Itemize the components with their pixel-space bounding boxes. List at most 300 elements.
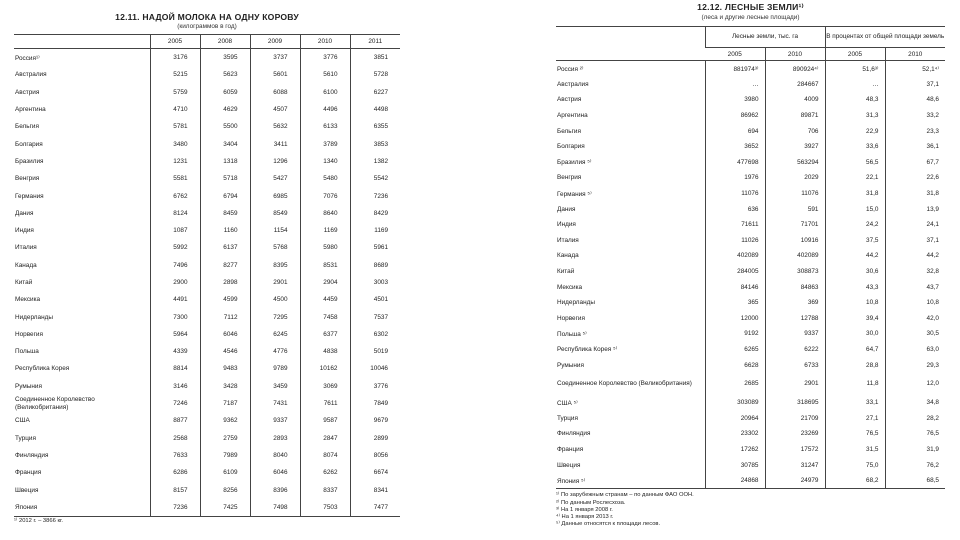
value-cell: 8256: [200, 481, 250, 498]
value-cell: 7236: [350, 187, 400, 204]
milk-yield-table-section: [14, 0, 400, 525]
table-row: [556, 395, 945, 411]
table-row: [14, 481, 400, 498]
value-cell: 1340: [300, 153, 350, 170]
value-cell: 30785: [705, 457, 765, 473]
value-cell: 694: [705, 123, 765, 139]
value-cell: 3428: [200, 378, 250, 395]
value-cell: 30,6: [825, 264, 885, 280]
table-row: [556, 92, 945, 108]
value-cell: 7503: [300, 499, 350, 517]
value-cell: 9789: [250, 360, 300, 377]
value-cell: 28,8: [825, 357, 885, 373]
forest-table-title: 12.12. ЛЕСНЫЕ ЗЕМЛИ¹⁾: [697, 2, 804, 12]
table-row: [556, 233, 945, 249]
value-cell: 6262: [300, 464, 350, 481]
value-cell: 5964: [150, 326, 200, 343]
table-row: [556, 326, 945, 342]
value-cell: 4599: [200, 291, 250, 308]
value-cell: 31,3: [825, 108, 885, 124]
footnote: ⁴⁾ На 1 января 2013 г.: [556, 514, 614, 521]
value-cell: 7076: [300, 187, 350, 204]
table-row: [14, 84, 400, 101]
value-cell: 5601: [250, 66, 300, 83]
value-cell: 3776: [300, 49, 350, 67]
value-cell: 7295: [250, 308, 300, 325]
table-row: [14, 153, 400, 170]
country-name: Норвегия: [15, 330, 43, 338]
forest-table-subtitle: (леса и другие лесные площади): [701, 14, 800, 21]
value-cell: 12,0: [885, 373, 945, 395]
value-cell: 6628: [705, 357, 765, 373]
year-header: 2005: [705, 48, 765, 61]
value-cell: 8459: [200, 205, 250, 222]
country-name: Бельгия: [15, 123, 39, 131]
value-cell: 13,9: [885, 201, 945, 217]
milk-table-subtitle: (килограммов в год): [177, 23, 237, 30]
table-row: [14, 326, 400, 343]
group-header-area: Лесные земли, тыс. га: [705, 27, 825, 48]
value-cell: 4491: [150, 291, 200, 308]
value-cell: 7236: [150, 499, 200, 517]
year-header: 2010: [765, 48, 825, 61]
value-cell: 7431: [250, 395, 300, 412]
value-cell: 30,0: [825, 326, 885, 342]
value-cell: 8341: [350, 481, 400, 498]
value-cell: 4710: [150, 101, 200, 118]
value-cell: 5542: [350, 170, 400, 187]
year-header: 2011: [350, 35, 400, 49]
value-cell: 48,6: [885, 92, 945, 108]
value-cell: 3737: [250, 49, 300, 67]
table-row: [14, 274, 400, 291]
header-country-cell: [14, 35, 150, 49]
value-cell: 31247: [765, 457, 825, 473]
country-name: США: [15, 417, 30, 425]
value-cell: 4507: [250, 101, 300, 118]
forest-land-table-section: [556, 0, 945, 528]
value-cell: 42,0: [885, 311, 945, 327]
value-cell: 5768: [250, 239, 300, 256]
table-row: [14, 49, 400, 67]
value-cell: 4498: [350, 101, 400, 118]
value-cell: 6985: [250, 187, 300, 204]
table-row: [556, 61, 945, 77]
value-cell: 8814: [150, 360, 200, 377]
value-cell: 39,4: [825, 311, 885, 327]
country-name: США ⁵⁾: [557, 399, 578, 407]
value-cell: 67,7: [885, 155, 945, 171]
value-cell: 43,3: [825, 279, 885, 295]
country-name: Австралия: [15, 71, 47, 79]
country-name: Республика Корея: [15, 365, 70, 373]
table-row: [14, 378, 400, 395]
value-cell: 6227: [350, 84, 400, 101]
value-cell: 24,2: [825, 217, 885, 233]
value-cell: 284667: [765, 77, 825, 93]
value-cell: 23302: [705, 426, 765, 442]
value-cell: 3789: [300, 135, 350, 152]
table-row: [556, 155, 945, 171]
table-row: [556, 373, 945, 395]
value-cell: 563294: [765, 155, 825, 171]
value-cell: 5215: [150, 66, 200, 83]
value-cell: 284005: [705, 264, 765, 280]
value-cell: 12788: [765, 311, 825, 327]
value-cell: 881974³⁾: [705, 61, 765, 77]
value-cell: 2847: [300, 430, 350, 447]
value-cell: 5019: [350, 343, 400, 360]
value-cell: 6088: [250, 84, 300, 101]
value-cell: 3176: [150, 49, 200, 67]
country-name: Румыния: [557, 361, 584, 369]
table-row: [556, 123, 945, 139]
table-row: [556, 186, 945, 202]
value-cell: 5500: [200, 118, 250, 135]
value-cell: 9362: [200, 412, 250, 429]
country-name: Турция: [557, 414, 578, 422]
value-cell: 8640: [300, 205, 350, 222]
value-cell: 33,2: [885, 108, 945, 124]
country-name: Болгария: [557, 143, 585, 151]
value-cell: 36,1: [885, 139, 945, 155]
country-name: Австралия: [557, 80, 589, 88]
value-cell: 71611: [705, 217, 765, 233]
value-cell: 8396: [250, 481, 300, 498]
value-cell: 2685: [705, 373, 765, 395]
value-cell: 22,9: [825, 123, 885, 139]
value-cell: 37,1: [885, 77, 945, 93]
value-cell: 7425: [200, 499, 250, 517]
table-row: [14, 101, 400, 118]
value-cell: 8531: [300, 257, 350, 274]
value-cell: 3927: [765, 139, 825, 155]
value-cell: 8040: [250, 447, 300, 464]
country-name: Франция: [15, 469, 42, 477]
value-cell: 6733: [765, 357, 825, 373]
table-row: [556, 264, 945, 280]
footnote: ³⁾ На 1 января 2008 г.: [556, 506, 613, 513]
country-name: Италия: [557, 236, 579, 244]
value-cell: 3853: [350, 135, 400, 152]
value-cell: 23,3: [885, 123, 945, 139]
value-cell: 34,8: [885, 395, 945, 411]
value-cell: 2029: [765, 170, 825, 186]
value-cell: 3652: [705, 139, 765, 155]
country-name: Соединенное Королевство (Великобритания): [15, 396, 95, 411]
table-row: [556, 357, 945, 373]
value-cell: 2904: [300, 274, 350, 291]
country-name: Аргентина: [557, 112, 588, 120]
value-cell: 6286: [150, 464, 200, 481]
value-cell: 2898: [200, 274, 250, 291]
value-cell: 4009: [765, 92, 825, 108]
value-cell: 402089: [765, 248, 825, 264]
value-cell: 6100: [300, 84, 350, 101]
value-cell: 1318: [200, 153, 250, 170]
value-cell: 1231: [150, 153, 200, 170]
footnote: ⁵⁾ Данные относятся к площади лесов.: [556, 521, 661, 528]
value-cell: 9192: [705, 326, 765, 342]
table-row: [14, 412, 400, 429]
value-cell: 5632: [250, 118, 300, 135]
value-cell: 7537: [350, 308, 400, 325]
value-cell: 5759: [150, 84, 200, 101]
value-cell: 28,2: [885, 410, 945, 426]
country-name: Финляндия: [557, 430, 591, 438]
country-name: Бразилия: [15, 157, 44, 165]
value-cell: 22,1: [825, 170, 885, 186]
table-row: [14, 360, 400, 377]
value-cell: 8074: [300, 447, 350, 464]
value-cell: 6245: [250, 326, 300, 343]
value-cell: 4838: [300, 343, 350, 360]
country-name: Япония: [14, 499, 150, 517]
value-cell: 3480: [150, 135, 200, 152]
value-cell: 52,1⁴⁾: [885, 61, 945, 77]
value-cell: 477698: [705, 155, 765, 171]
value-cell: 4339: [150, 343, 200, 360]
value-cell: 7187: [200, 395, 250, 412]
country-name: Китай: [557, 268, 575, 276]
value-cell: 1169: [300, 222, 350, 239]
value-cell: 31,9: [885, 442, 945, 458]
value-cell: 8689: [350, 257, 400, 274]
value-cell: 37,1: [885, 233, 945, 249]
table-row: [556, 139, 945, 155]
value-cell: 7458: [300, 308, 350, 325]
country-name: Австрия: [15, 88, 40, 96]
value-cell: …: [705, 77, 765, 93]
value-cell: 5581: [150, 170, 200, 187]
value-cell: 11076: [765, 186, 825, 202]
value-cell: 2900: [150, 274, 200, 291]
country-name: Дания: [15, 209, 34, 217]
table-row: [556, 457, 945, 473]
value-cell: 1976: [705, 170, 765, 186]
value-cell: 3851: [350, 49, 400, 67]
value-cell: 84146: [705, 279, 765, 295]
value-cell: 68,2: [825, 473, 885, 489]
value-cell: 3146: [150, 378, 200, 395]
value-cell: 5480: [300, 170, 350, 187]
table-row: [556, 248, 945, 264]
table-row: [14, 430, 400, 447]
value-cell: 23269: [765, 426, 825, 442]
year-header: 2005: [825, 48, 885, 61]
country-name: Германия: [15, 192, 44, 200]
table-row: [14, 257, 400, 274]
value-cell: 636: [705, 201, 765, 217]
value-cell: 6794: [200, 187, 250, 204]
country-name: Австрия: [557, 96, 582, 104]
value-cell: 5980: [300, 239, 350, 256]
value-cell: 86962: [705, 108, 765, 124]
table-row: [556, 426, 945, 442]
value-cell: 5623: [200, 66, 250, 83]
header-country-cell: [556, 27, 705, 61]
table-row: [14, 239, 400, 256]
value-cell: 1160: [200, 222, 250, 239]
value-cell: 20964: [705, 410, 765, 426]
table-row: [14, 291, 400, 308]
country-name: Дания: [557, 205, 576, 213]
value-cell: 6046: [200, 326, 250, 343]
forest-table-footnotes: [556, 492, 945, 528]
group-header-row: [556, 27, 945, 48]
value-cell: 7246: [150, 395, 200, 412]
value-cell: 21709: [765, 410, 825, 426]
value-cell: 369: [765, 295, 825, 311]
value-cell: 30,5: [885, 326, 945, 342]
value-cell: 6137: [200, 239, 250, 256]
value-cell: 76,5: [885, 426, 945, 442]
value-cell: 44,2: [825, 248, 885, 264]
footnote: ¹⁾ По зарубежным странам – по данным ФАО ООН.: [556, 492, 694, 499]
value-cell: 7496: [150, 257, 200, 274]
year-header: 2009: [250, 35, 300, 49]
value-cell: 8157: [150, 481, 200, 498]
value-cell: 5992: [150, 239, 200, 256]
table-row: [556, 201, 945, 217]
country-name: Нидерланды: [15, 313, 53, 321]
value-cell: 591: [765, 201, 825, 217]
value-cell: 9679: [350, 412, 400, 429]
table-row: [556, 311, 945, 327]
value-cell: 7989: [200, 447, 250, 464]
country-name: Аргентина: [15, 106, 46, 114]
value-cell: 6674: [350, 464, 400, 481]
value-cell: 1087: [150, 222, 200, 239]
value-cell: 4496: [300, 101, 350, 118]
value-cell: 5610: [300, 66, 350, 83]
country-name: Болгария: [15, 140, 43, 148]
value-cell: 6109: [200, 464, 250, 481]
value-cell: 17262: [705, 442, 765, 458]
value-cell: 48,3: [825, 92, 885, 108]
country-name: Япония ⁵⁾: [556, 473, 705, 489]
country-name: Польша ⁵⁾: [557, 330, 587, 338]
value-cell: 6377: [300, 326, 350, 343]
value-cell: 2901: [765, 373, 825, 395]
value-cell: 6762: [150, 187, 200, 204]
value-cell: 7112: [200, 308, 250, 325]
value-cell: 29,3: [885, 357, 945, 373]
milk-table-title: 12.11. НАДОЙ МОЛОКА НА ОДНУ КОРОВУ: [115, 12, 299, 22]
country-name: Германия ⁵⁾: [557, 190, 592, 198]
value-cell: 11,8: [825, 373, 885, 395]
value-cell: 44,2: [885, 248, 945, 264]
country-name: Канада: [15, 261, 37, 269]
value-cell: 2759: [200, 430, 250, 447]
country-name: Россия¹⁾: [15, 54, 40, 62]
value-cell: 11026: [705, 233, 765, 249]
country-name: Швеция: [557, 461, 581, 469]
value-cell: 8124: [150, 205, 200, 222]
country-name: Россия ²⁾: [557, 65, 584, 73]
value-cell: 22,6: [885, 170, 945, 186]
table-row: [556, 108, 945, 124]
value-cell: 12000: [705, 311, 765, 327]
value-cell: 9483: [200, 360, 250, 377]
value-cell: 6302: [350, 326, 400, 343]
value-cell: 3595: [200, 49, 250, 67]
value-cell: 33,1: [825, 395, 885, 411]
value-cell: 56,5: [825, 155, 885, 171]
table-row: [556, 170, 945, 186]
value-cell: 84863: [765, 279, 825, 295]
country-name: Швеция: [15, 486, 39, 494]
country-name: Италия: [15, 244, 37, 252]
value-cell: 1169: [350, 222, 400, 239]
value-cell: 9587: [300, 412, 350, 429]
value-cell: 89871: [765, 108, 825, 124]
country-name: Бельгия: [557, 127, 581, 135]
value-cell: 10916: [765, 233, 825, 249]
country-name: Венгрия: [557, 174, 582, 182]
value-cell: 1296: [250, 153, 300, 170]
value-cell: 6059: [200, 84, 250, 101]
country-name: Норвегия: [557, 314, 585, 322]
table-row: [556, 410, 945, 426]
table-row: [556, 217, 945, 233]
value-cell: 10046: [350, 360, 400, 377]
value-cell: 402089: [705, 248, 765, 264]
value-cell: 4629: [200, 101, 250, 118]
value-cell: 4546: [200, 343, 250, 360]
country-name: Соединенное Королевство (Великобритания): [557, 380, 692, 388]
country-name: Польша: [15, 348, 39, 356]
value-cell: 8056: [350, 447, 400, 464]
milk-table-footnote: ¹⁾ 2012 г. – 3866 кг.: [14, 518, 63, 525]
value-cell: 8277: [200, 257, 250, 274]
value-cell: 8549: [250, 205, 300, 222]
table-row: [14, 343, 400, 360]
value-cell: 6046: [250, 464, 300, 481]
value-cell: 2901: [250, 274, 300, 291]
value-cell: 37,5: [825, 233, 885, 249]
value-cell: 5728: [350, 66, 400, 83]
value-cell: 1154: [250, 222, 300, 239]
value-cell: 4459: [300, 291, 350, 308]
value-cell: 76,2: [885, 457, 945, 473]
value-cell: 2893: [250, 430, 300, 447]
value-cell: 7633: [150, 447, 200, 464]
value-cell: 3459: [250, 378, 300, 395]
footnote: ²⁾ По данным Рослесхоза.: [556, 499, 626, 506]
value-cell: 27,1: [825, 410, 885, 426]
value-cell: 6222: [765, 342, 825, 358]
value-cell: …: [825, 77, 885, 93]
value-cell: 63,0: [885, 342, 945, 358]
table-row: [556, 473, 945, 489]
country-name: Франция: [557, 445, 584, 453]
value-cell: 10,8: [885, 295, 945, 311]
value-cell: 9337: [250, 412, 300, 429]
country-name: Мексика: [15, 296, 41, 304]
value-cell: 5961: [350, 239, 400, 256]
value-cell: 8429: [350, 205, 400, 222]
value-cell: 4501: [350, 291, 400, 308]
value-cell: 64,7: [825, 342, 885, 358]
country-name: Бразилия ⁵⁾: [557, 159, 592, 167]
table-row: [14, 395, 400, 412]
value-cell: 31,5: [825, 442, 885, 458]
value-cell: 318695: [765, 395, 825, 411]
table-row: [14, 222, 400, 239]
value-cell: 24,1: [885, 217, 945, 233]
value-cell: 32,8: [885, 264, 945, 280]
